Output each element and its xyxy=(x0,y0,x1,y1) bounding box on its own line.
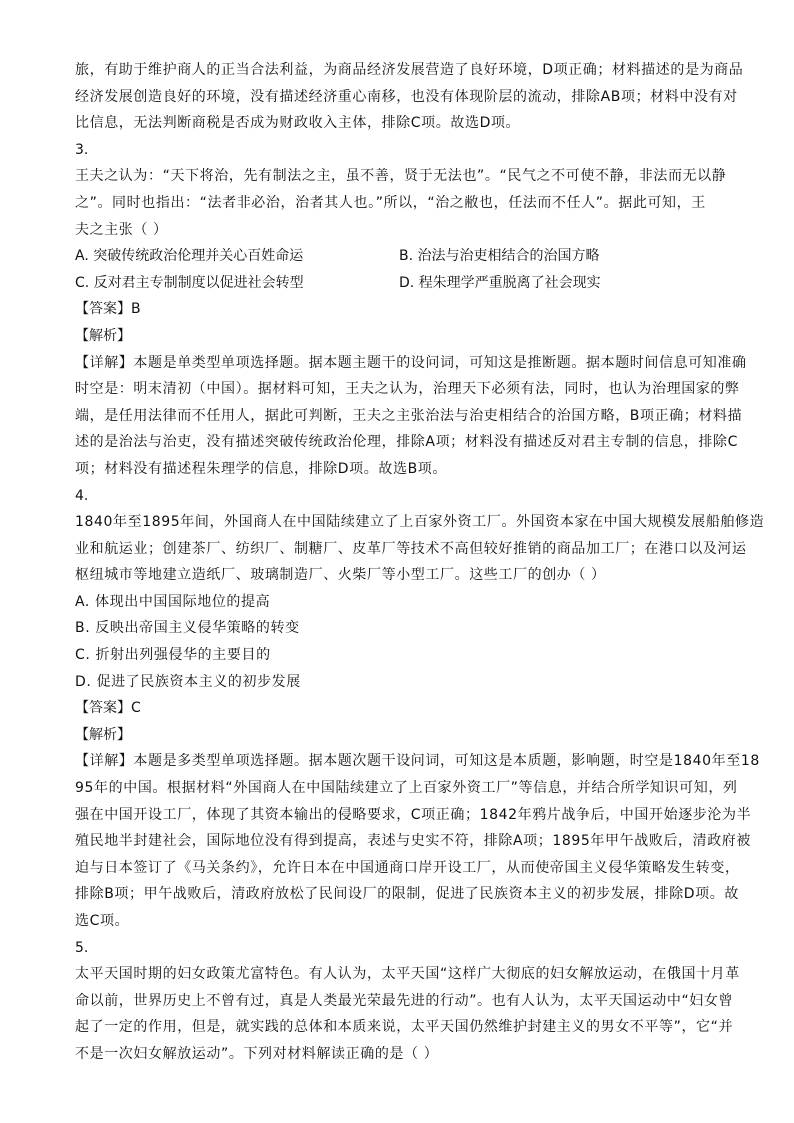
question-stem-line: 1840年至1895年间，外国商人在中国陆续建立了上百家外资工厂。外国资本家在中国大规模发展船舶修造 xyxy=(75,514,765,531)
detail-line: 项；材料没有描述程朱理学的信息，排除D项。故选B项。 xyxy=(75,460,447,477)
option-a: A. 突破传统政治伦理并关心百姓命运 xyxy=(75,248,304,265)
detail-line: 95年的中国。根据材料“外国商人在中国陆续建立了上百家外资工厂”等信息，并结合所学知识可知，列 xyxy=(75,780,738,797)
detail-line: 迫与日本签订了《马关条约》，允许日本在中国通商口岸开设工厂，从而使帝国主义侵华策略发生转变， xyxy=(75,859,740,876)
question-stem-line: 业和航运业；创建茶厂、纺织厂、制糖厂、皮革厂等技术不高但较好推销的商品加工厂；在港口以及河运 xyxy=(75,540,747,557)
answer-label: 【答案】C xyxy=(75,700,141,717)
question-number: 3. xyxy=(75,141,89,158)
option-row xyxy=(75,270,735,297)
question-stem-line: 太平天国时期的妇女政策尤富特色。有人认为，太平天国“这样广大彻底的妇女解放运动，在俄国十月革 xyxy=(75,966,740,983)
detail-line: 选C项。 xyxy=(75,913,130,929)
question-stem-line: 起了一定的作用，但是，就实践的总体和本质来说，太平天国仍然维护封建主义的男女不平等”，它“并 xyxy=(75,1019,734,1036)
detail-line: 【详解】本题是单类型单项选择题。据本题主题干的设问词，可知这是推断题。据本题时间信息可知准确 xyxy=(75,354,747,371)
text-line: 经济发展创造良好的环境，没有描述经济重心南移，也没有体现阶层的流动，排除AB项；材料中没有对 xyxy=(75,88,738,105)
option-a: A. 体现出中国国际地位的提高 xyxy=(75,593,271,610)
detail-line: 【详解】本题是多类型单项选择题。据本题次题干设问词，可知这是本质题，影响题，时空是1840年至18 xyxy=(75,753,760,770)
question-number: 5. xyxy=(75,939,89,956)
option-d: D. 促进了民族资本主义的初步发展 xyxy=(75,673,301,690)
text-line: 比信息，无法判断商税是否成为财政收入主体，排除C项。故选D项。 xyxy=(75,115,521,132)
detail-line: 述的是治法与治吏，没有描述突破传统政治伦理，排除A项；材料没有描述反对君主专制的信息，排除C xyxy=(75,434,738,451)
option-c: C. 折射出列强侵华的主要目的 xyxy=(75,647,271,664)
question-stem-line: 命以前，世界历史上不曾有过，真是人类最光荣最先进的行动”。也有人认为，太平天国运动中“妇女曾 xyxy=(75,992,734,1009)
question-stem-line: 不是一次妇女解放运动”。下列对材料解读正确的是（ ） xyxy=(75,1045,439,1062)
question-stem-line: 枢纽城市等地建立造纸厂、玻璃制造厂、火柴厂等小型工厂。这些工厂的创办（ ） xyxy=(75,567,606,584)
question-stem-line: 王夫之认为：“天下将治，先有制法之主，虽不善，贤于无法也”。“民气之不可使不静，非法而无以静 xyxy=(75,168,727,185)
detail-line: 强在中国开设工厂，体现了其资本输出的侵略要求，C项正确；1842年鸦片战争后，中国开始逐步沦为半 xyxy=(75,806,752,823)
option-b: B. 反映出帝国主义侵华策略的转变 xyxy=(75,620,300,637)
answer-label: 【答案】B xyxy=(75,301,141,318)
option-c: C. 反对君主专制制度以促进社会转型 xyxy=(75,274,304,291)
question-stem-line: 夫之主张（ ） xyxy=(75,221,168,238)
document-page xyxy=(75,57,765,1068)
detail-line: 殖民地半封建社会，国际地位没有得到提高，表述与史实不符，排除A项；1895年甲午战败后，清政府被 xyxy=(75,833,752,850)
detail-line: 端，是任用法律而不任用人，据此可判断，王夫之主张治法与治吏相结合的治国方略，B项正确；材料描 xyxy=(75,407,743,424)
question-stem-line: 之”。同时也指出：“法者非必治，治者其人也。”所以，“治之敝也，任法而不任人”。据此可知，王 xyxy=(75,194,706,211)
analysis-label: 【解析】 xyxy=(75,726,131,743)
detail-line: 时空是：明末清初（中国）。据材料可知，王夫之认为，治理天下必须有法，同时，也认为治理国家的弊 xyxy=(75,381,740,398)
option-d: D. 程朱理学严重脱离了社会现实 xyxy=(399,274,601,291)
option-row xyxy=(75,243,735,270)
option-b: B. 治法与治吏相结合的治国方略 xyxy=(399,248,600,265)
analysis-label: 【解析】 xyxy=(75,327,131,344)
detail-line: 排除B项；甲午战败后，清政府放松了民间设厂的限制，促进了民族资本主义的初步发展，排除D项。故 xyxy=(75,886,739,903)
text-line: 旅，有助于维护商人的正当合法利益，为商品经济发展营造了良好环境，D项正确；材料描述的是为商品 xyxy=(75,62,744,78)
question-number: 4. xyxy=(75,487,89,504)
